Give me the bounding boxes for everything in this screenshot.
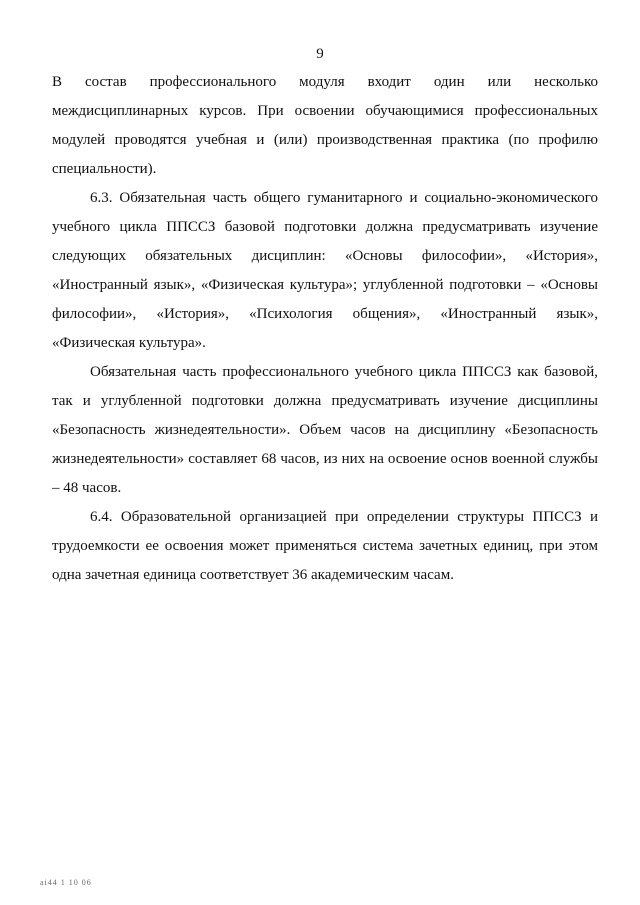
paragraph-module-composition: В состав профессионального модуля входит один или несколько междисциплинарных курсов. При освоении обучающимися профессиональных модулей проводятся учебная и (или) производственная практика (по профилю специальности). — [52, 74, 598, 177]
paragraph-6-4-credit-units: 6.4. Образовательной организацией при определении структуры ППССЗ и трудоемкости ее освоения может применяться система зачетных единиц, при этом одна зачетная единица соответствует 36 академическим часам. — [52, 509, 598, 583]
footer-stamp: ai44 1 10 06 — [40, 878, 92, 887]
paragraph-life-safety: Обязательная часть профессионального учебного цикла ППССЗ как базовой, так и углубленной подготовки должна предусматривать изучение дисциплины «Безопасность жизнедеятельности». Объем часов на дисциплину «Безопасность жизнедеятельности» составляет 68 часов, из них на освоение основ военной службы – 48 часов. — [52, 364, 598, 496]
document-body — [52, 68, 598, 590]
page-number: 9 — [316, 46, 324, 62]
paragraph-6-3-humanitarian-cycle: 6.3. Обязательная часть общего гуманитарного и социально-экономического учебного цикла ППССЗ базовой подготовки должна предусматривать изучение следующих обязательных дисциплин: «Основы философии», «История», «Иностранный язык», «Физическая культура»; углубленной подготовки – «Основы философии», «История», «Психология общения», «Иностранный язык», «Физическая культура». — [52, 190, 598, 351]
